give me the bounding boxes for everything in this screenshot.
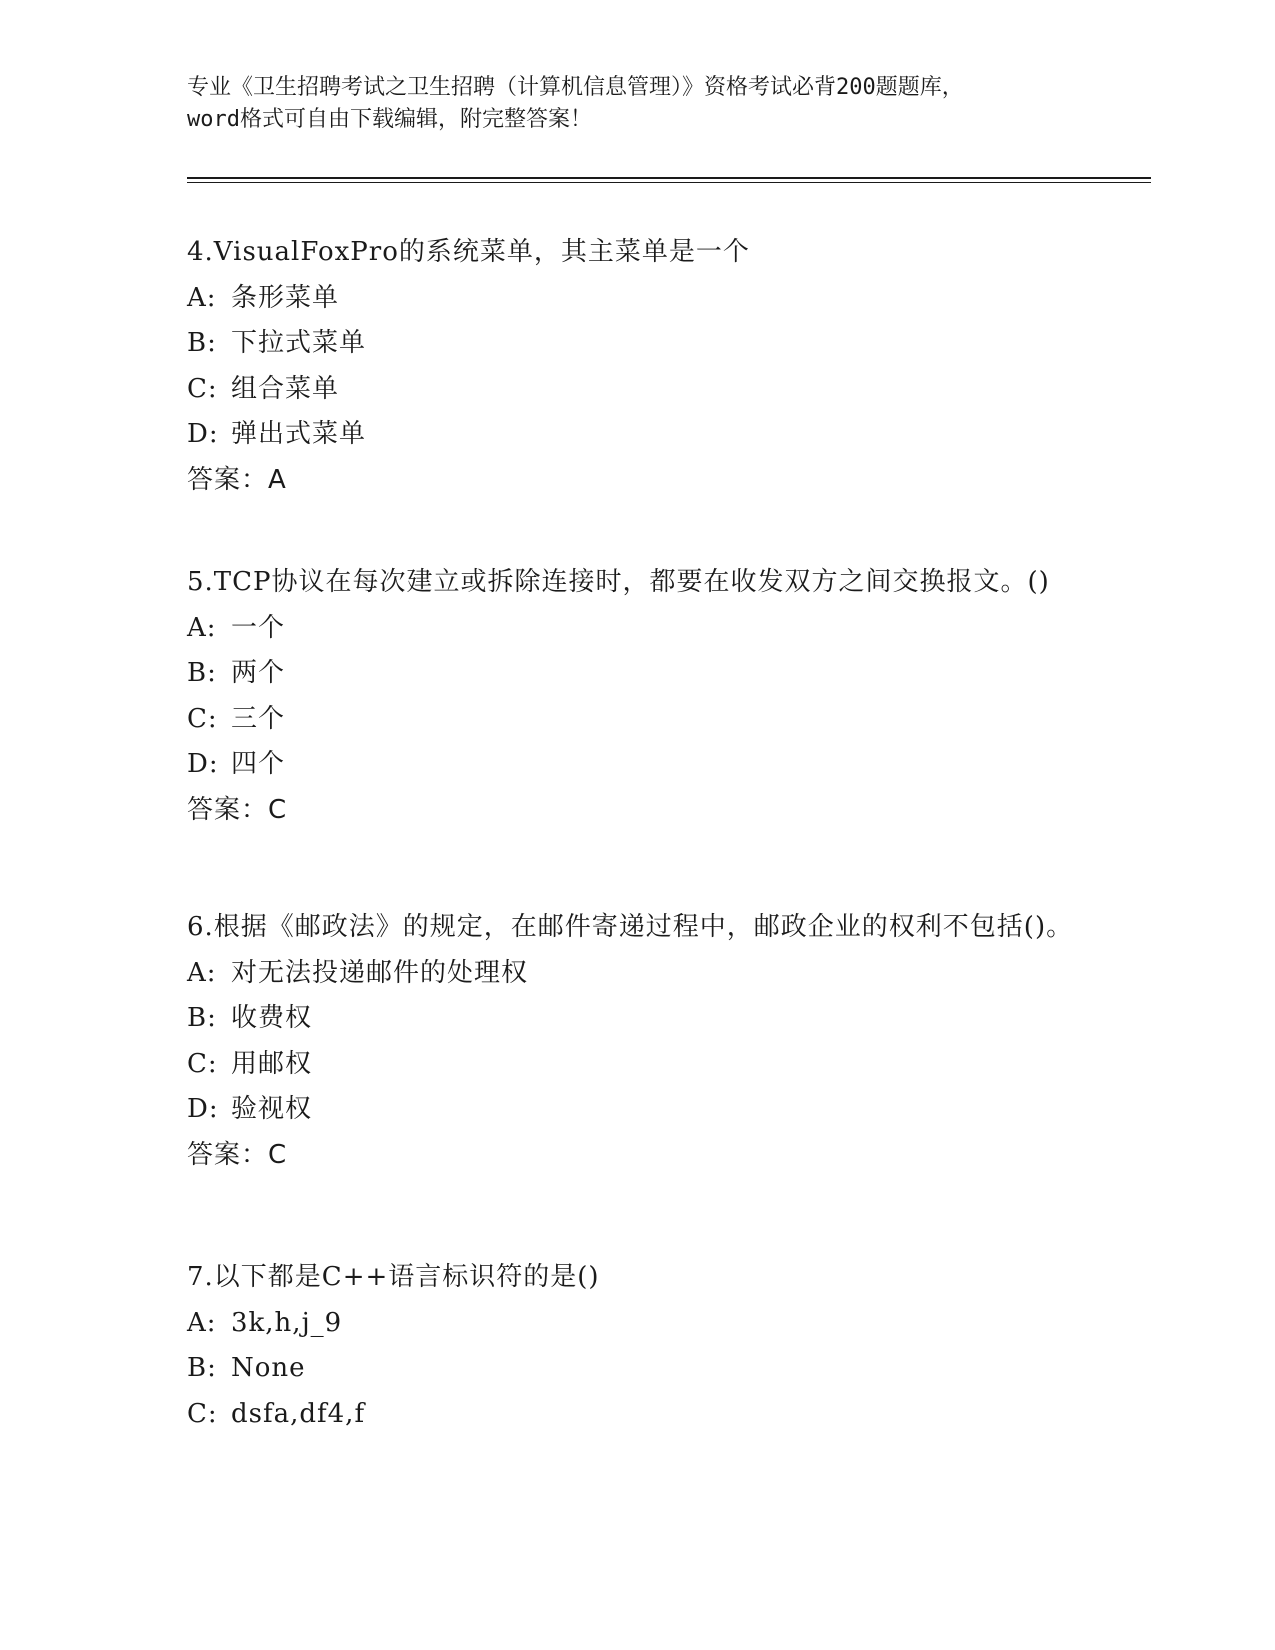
option-text: 3k,h,j_9 <box>231 1307 343 1338</box>
option-c <box>187 697 1087 743</box>
option-b <box>187 1346 1087 1392</box>
question-6 <box>187 905 1087 1178</box>
option-c <box>187 367 1087 413</box>
option-letter: C: <box>187 1398 218 1429</box>
option-text: 组合菜单 <box>231 373 340 404</box>
option-text: 用邮权 <box>231 1048 313 1079</box>
option-letter: B: <box>187 1003 217 1033</box>
option-text: 下拉式菜单 <box>231 328 367 358</box>
header-line-1: 专业《卫生招聘考试之卫生招聘（计算机信息管理）》资格考试必背200题题库， <box>187 75 964 100</box>
option-text: 四个 <box>231 749 286 779</box>
option-a <box>187 1301 1087 1347</box>
question-5 <box>187 560 1087 833</box>
option-a <box>187 276 1087 322</box>
option-text: 收费权 <box>231 1003 313 1033</box>
option-letter: D: <box>187 1094 219 1124</box>
option-b <box>187 321 1087 367</box>
option-letter: A: <box>187 1307 217 1338</box>
question-stem: 6.根据《邮政法》的规定，在邮件寄递过程中，邮政企业的权利不包括()。 <box>187 912 1074 942</box>
question-stem: 4.VisualFoxPro的系统菜单，其主菜单是一个 <box>187 237 750 267</box>
question-stem: 7.以下都是C++语言标识符的是() <box>187 1262 600 1292</box>
option-text: 条形菜单 <box>231 282 340 313</box>
option-d <box>187 742 1087 788</box>
answer-label: 答案：A <box>187 464 287 495</box>
option-text: 对无法投递邮件的处理权 <box>231 957 529 988</box>
option-letter: A: <box>187 282 217 313</box>
header-rule-thick <box>187 177 1151 179</box>
question-7 <box>187 1255 1087 1437</box>
header-line-2: word格式可自由下载编辑，附完整答案！ <box>187 107 592 132</box>
option-letter: B: <box>187 328 217 358</box>
answer-label: 答案：C <box>187 794 288 825</box>
option-a <box>187 606 1087 652</box>
option-letter: A: <box>187 612 217 643</box>
option-c <box>187 1392 1087 1438</box>
option-text: 三个 <box>231 703 286 734</box>
option-letter: A: <box>187 957 217 988</box>
question-stem: 5.TCP协议在每次建立或拆除连接时，都要在收发双方之间交换报文。() <box>187 567 1050 597</box>
option-text: None <box>231 1353 306 1383</box>
option-letter: B: <box>187 658 217 688</box>
option-d <box>187 412 1087 458</box>
option-a <box>187 951 1087 997</box>
option-letter: D: <box>187 749 219 779</box>
header-rule-thin <box>187 182 1151 183</box>
option-letter: B: <box>187 1353 217 1383</box>
question-4 <box>187 230 1087 503</box>
option-letter: D: <box>187 419 219 449</box>
option-letter: C: <box>187 1048 218 1079</box>
option-text: 弹出式菜单 <box>231 419 367 449</box>
option-b <box>187 996 1087 1042</box>
option-c <box>187 1042 1087 1088</box>
option-d <box>187 1087 1087 1133</box>
option-text: 一个 <box>231 612 286 643</box>
option-letter: C: <box>187 373 218 404</box>
option-text: 验视权 <box>231 1094 313 1124</box>
option-letter: C: <box>187 703 218 734</box>
document-header <box>187 72 1087 136</box>
option-text: 两个 <box>231 658 286 688</box>
answer-label: 答案：C <box>187 1139 288 1170</box>
option-text: dsfa,df4,f <box>231 1398 366 1429</box>
option-b <box>187 651 1087 697</box>
